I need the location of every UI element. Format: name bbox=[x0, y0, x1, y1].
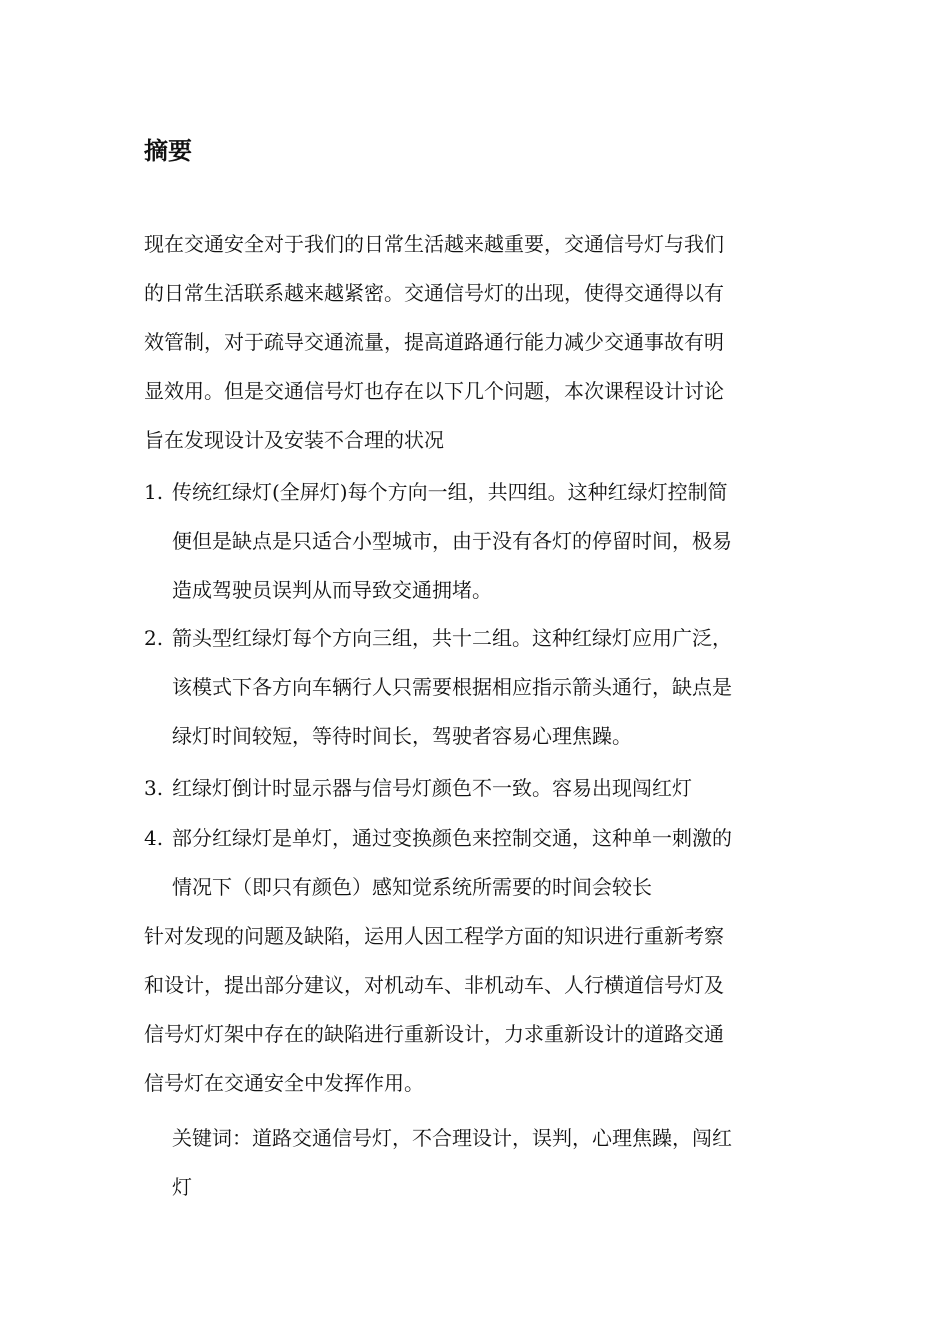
page-title: 摘要 bbox=[144, 137, 192, 165]
list-item-number: 2. bbox=[144, 626, 164, 650]
list-item-line: 红绿灯倒计时显示器与信号灯颜色不一致。容易出现闯红灯 bbox=[172, 776, 692, 800]
intro-line: 效管制，对于疏导交通流量，提高道路通行能力减少交通事故有明 bbox=[144, 330, 724, 354]
list-item-number: 4. bbox=[144, 826, 164, 850]
list-item-number: 1. bbox=[144, 480, 164, 504]
list-item-line: 便但是缺点是只适合小型城市，由于没有各灯的停留时间，极易 bbox=[172, 529, 732, 553]
intro-line: 现在交通安全对于我们的日常生活越来越重要，交通信号灯与我们 bbox=[144, 232, 724, 256]
conclusion-line: 信号灯灯架中存在的缺陷进行重新设计，力求重新设计的道路交通 bbox=[144, 1022, 724, 1046]
list-item-line: 造成驾驶员误判从而导致交通拥堵。 bbox=[172, 578, 492, 602]
intro-line: 旨在发现设计及安装不合理的状况 bbox=[144, 428, 444, 452]
keywords-line: 关键词：道路交通信号灯，不合理设计，误判，心理焦躁，闯红 bbox=[172, 1126, 732, 1150]
list-item bbox=[144, 614, 809, 761]
intro-line: 显效用。但是交通信号灯也存在以下几个问题，本次课程设计讨论 bbox=[144, 379, 724, 403]
intro-line: 的日常生活联系越来越紧密。交通信号灯的出现，使得交通得以有 bbox=[144, 281, 724, 305]
list-item-number: 3. bbox=[144, 776, 164, 800]
list-item-line: 部分红绿灯是单灯，通过变换颜色来控制交通，这种单一刺激的 bbox=[172, 826, 732, 850]
list-item-line: 绿灯时间较短，等待时间长，驾驶者容易心理焦躁。 bbox=[172, 724, 632, 748]
keywords-line: 灯 bbox=[172, 1175, 192, 1199]
list-item-line: 箭头型红绿灯每个方向三组，共十二组。这种红绿灯应用广泛， bbox=[172, 626, 732, 650]
list-item bbox=[144, 468, 809, 615]
list-item-line: 该模式下各方向车辆行人只需要根据相应指示箭头通行，缺点是 bbox=[172, 675, 732, 699]
conclusion-line: 信号灯在交通安全中发挥作用。 bbox=[144, 1071, 424, 1095]
intro-paragraph bbox=[144, 220, 809, 465]
list-item bbox=[144, 764, 809, 813]
conclusion-line: 和设计，提出部分建议，对机动车、非机动车、人行横道信号灯及 bbox=[144, 973, 724, 997]
list-item-line: 情况下（即只有颜色）感知觉系统所需要的时间会较长 bbox=[172, 875, 652, 899]
conclusion-paragraph bbox=[144, 912, 809, 1108]
list-item-line: 传统红绿灯(全屏灯)每个方向一组，共四组。这种红绿灯控制简 bbox=[172, 480, 728, 504]
keywords-paragraph bbox=[172, 1114, 812, 1212]
conclusion-line: 针对发现的问题及缺陷，运用人因工程学方面的知识进行重新考察 bbox=[144, 924, 724, 948]
list-item bbox=[144, 814, 809, 912]
